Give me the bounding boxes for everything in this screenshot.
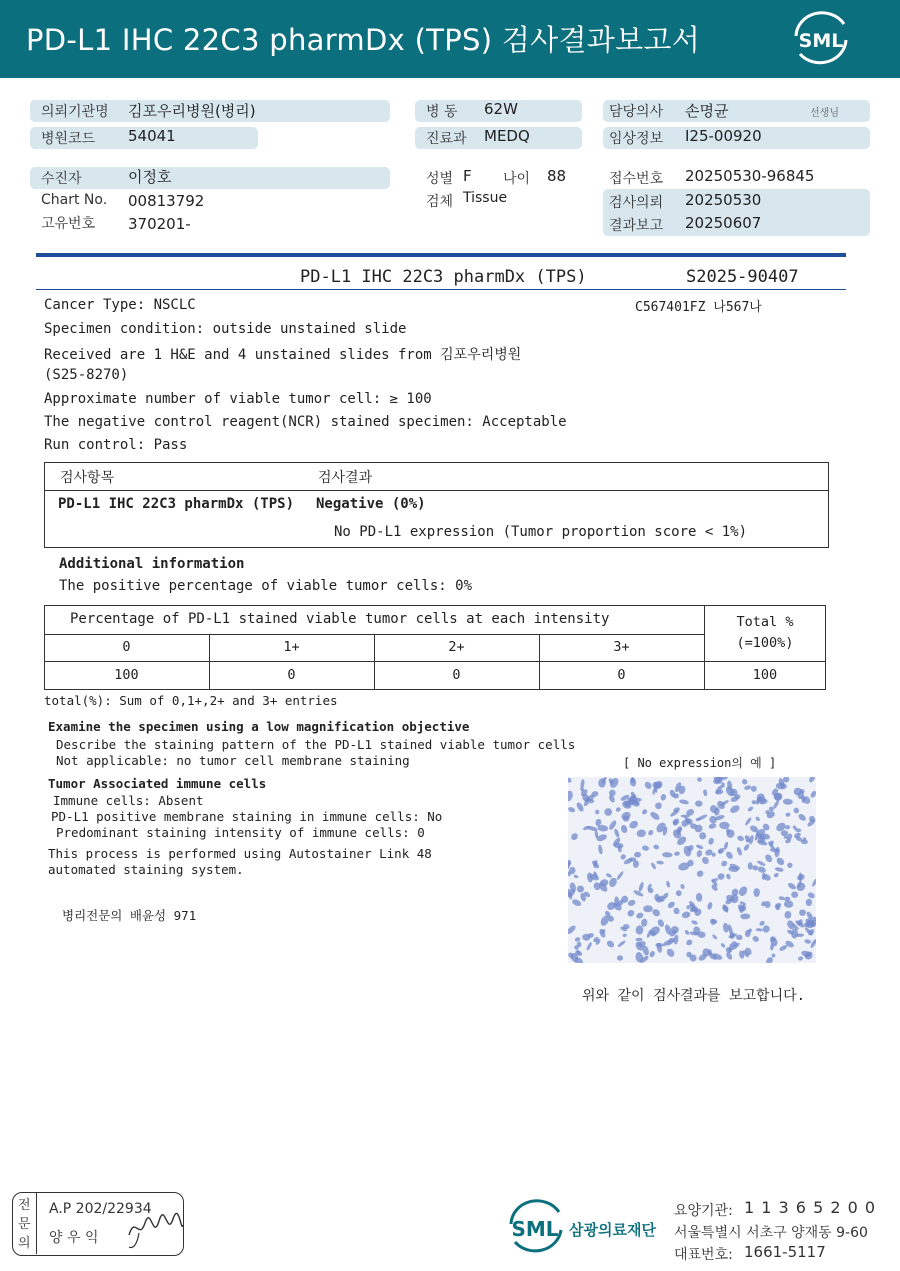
intensity-value: 0 <box>287 667 296 683</box>
table-note: total(%): Sum of 0,1+,2+ and 3+ entries <box>44 693 338 708</box>
doctor-label: 담당의사 <box>609 104 664 120</box>
ihc-sample-image <box>568 777 816 963</box>
examine-line: Describe the staining pattern of the PD-L1 stained viable tumor cells <box>56 737 576 752</box>
clinical-value: I25-00920 <box>685 127 762 145</box>
address: 서울특별시 서초구 양재동 9-60 <box>674 1225 868 1241</box>
intensity-header: 1+ <box>283 639 300 655</box>
sml-logo <box>788 10 854 66</box>
report-line: Specimen condition: outside unstained slide <box>44 321 407 337</box>
tumor-title: Tumor Associated immune cells <box>48 776 267 791</box>
org-name: 삼광의료재단 <box>569 1221 656 1239</box>
id-label: 고유번호 <box>41 216 96 232</box>
result-date-value: 20250607 <box>685 214 762 232</box>
nucleus <box>643 905 653 912</box>
report-line: Cancer Type: NSCLC <box>44 297 196 313</box>
result-item: PD-L1 IHC 22C3 pharmDx (TPS) <box>58 496 295 512</box>
intensity-header: 3+ <box>613 639 630 655</box>
result-label: 결과보고 <box>609 218 664 234</box>
patient-row <box>30 167 390 189</box>
process-line: automated staining system. <box>48 862 244 877</box>
specimen-label: 검체 <box>426 194 454 210</box>
phone-label: 대표번호: <box>674 1247 733 1263</box>
chart-value: 00813792 <box>128 192 205 210</box>
test-number: S2025-90407 <box>686 267 799 287</box>
intensity-value: 100 <box>114 667 139 683</box>
intensity-header: 2+ <box>448 639 465 655</box>
intensity-table-title: Percentage of PD-L1 stained viable tumor cells at each intensity <box>70 611 610 627</box>
nucleus <box>690 823 697 829</box>
hospital-code-label: 병원코드 <box>41 131 96 147</box>
institution-label: 의뢰기관명 <box>41 104 109 120</box>
specimen-value: Tissue <box>463 190 508 206</box>
result-table-divider <box>44 490 829 491</box>
department-value: MEDQ <box>484 127 530 145</box>
report-line: Approximate number of viable tumor cell: ≥ 100 <box>44 391 432 407</box>
report-line: The negative control reagent(NCR) stained specimen: Acceptable <box>44 414 567 430</box>
age-label: 나이 <box>503 171 531 187</box>
pathologist: 병리전문의 배윤성 971 <box>62 908 197 923</box>
nucleus <box>655 943 663 947</box>
intensity-total: 100 <box>752 667 778 683</box>
examine-line: Not applicable: no tumor cell membrane staining <box>56 753 410 768</box>
closing-statement: 위와 같이 검사결과를 보고합니다. <box>582 988 806 1004</box>
intensity-table-divider <box>44 661 826 662</box>
total-header: Total % <box>736 614 794 630</box>
code-value: 1 1 3 6 5 2 0 0 <box>744 1198 877 1217</box>
age-value: 88 <box>547 167 567 185</box>
nucleus <box>748 862 753 870</box>
request-value: 20250530 <box>685 191 762 209</box>
top-rule <box>36 253 846 257</box>
tumor-line: Immune cells: Absent <box>53 793 204 808</box>
sex-value: F <box>463 167 472 185</box>
intensity-value: 0 <box>452 667 461 683</box>
tumor-line: Predominant staining intensity of immune cells: 0 <box>56 825 425 840</box>
test-name: PD-L1 IHC 22C3 pharmDx (TPS) <box>300 267 587 287</box>
nucleus <box>736 935 743 940</box>
code-label: 요양기관: <box>674 1203 733 1219</box>
phone-value: 1661-5117 <box>744 1243 826 1261</box>
pathologist-stamp <box>12 1192 184 1256</box>
stamp-side-label: 전문의 <box>18 1198 31 1251</box>
additional-line: The positive percentage of viable tumor cells: 0% <box>59 578 473 594</box>
svg-text:SML: SML <box>798 30 844 52</box>
patient-label: 수진자 <box>41 171 82 187</box>
intensity-value: 0 <box>617 667 626 683</box>
patient-value: 이정호 <box>128 168 172 186</box>
result-value: Negative (0%) <box>316 496 426 512</box>
title-underline <box>36 289 846 290</box>
additional-title: Additional information <box>59 556 245 572</box>
doctor-suffix: 선생님 <box>810 108 839 119</box>
report-line: Received are 1 H&E and 4 unstained slides from 김포우리병원 <box>44 347 522 363</box>
total-header-sub: (=100%) <box>736 635 794 651</box>
ward-value: 62W <box>484 100 518 118</box>
receipt-label: 접수번호 <box>609 171 664 187</box>
clinical-label: 임상정보 <box>609 131 664 147</box>
request-label: 검사의뢰 <box>609 195 664 211</box>
stamp-name: 양 우 익 <box>49 1230 99 1246</box>
header-band <box>0 0 900 78</box>
institution-value: 김포우리병원(병리) <box>128 102 256 120</box>
ward-label: 병 동 <box>426 104 458 120</box>
image-caption: [ No expression의 예 ] <box>623 756 777 770</box>
report-line: Run control: Pass <box>44 437 188 453</box>
stamp-ap-number: A.P 202/22934 <box>49 1201 152 1217</box>
hospital-code-value: 54041 <box>128 127 176 145</box>
id-value: 370201- <box>128 215 191 233</box>
result-detail: No PD-L1 expression (Tumor proportion score < 1%) <box>334 524 748 540</box>
department-label: 진료과 <box>426 131 467 147</box>
tumor-line: PD-L1 positive membrane staining in immune cells: No <box>51 809 443 824</box>
examine-title: Examine the specimen using a low magnification objective <box>48 719 470 734</box>
reference-code: C567401FZ 나567나 <box>635 300 762 315</box>
doctor-value: 손명균 <box>685 102 729 120</box>
result-col-result-header: 검사결과 <box>318 470 373 486</box>
svg-text:SML: SML <box>511 1217 559 1241</box>
receipt-value: 20250530-96845 <box>685 167 815 185</box>
sex-label: 성별 <box>426 171 454 187</box>
signature <box>125 1205 185 1251</box>
intensity-header: 0 <box>122 639 131 655</box>
report-title: PD-L1 IHC 22C3 pharmDx (TPS) 검사결과보고서 <box>26 23 701 57</box>
chart-label: Chart No. <box>41 192 108 208</box>
sml-foundation-logo <box>505 1198 565 1256</box>
result-col-item-header: 검사항목 <box>60 470 115 486</box>
process-line: This process is performed using Autostainer Link 48 <box>48 846 432 861</box>
report-line: (S25-8270) <box>44 367 129 383</box>
